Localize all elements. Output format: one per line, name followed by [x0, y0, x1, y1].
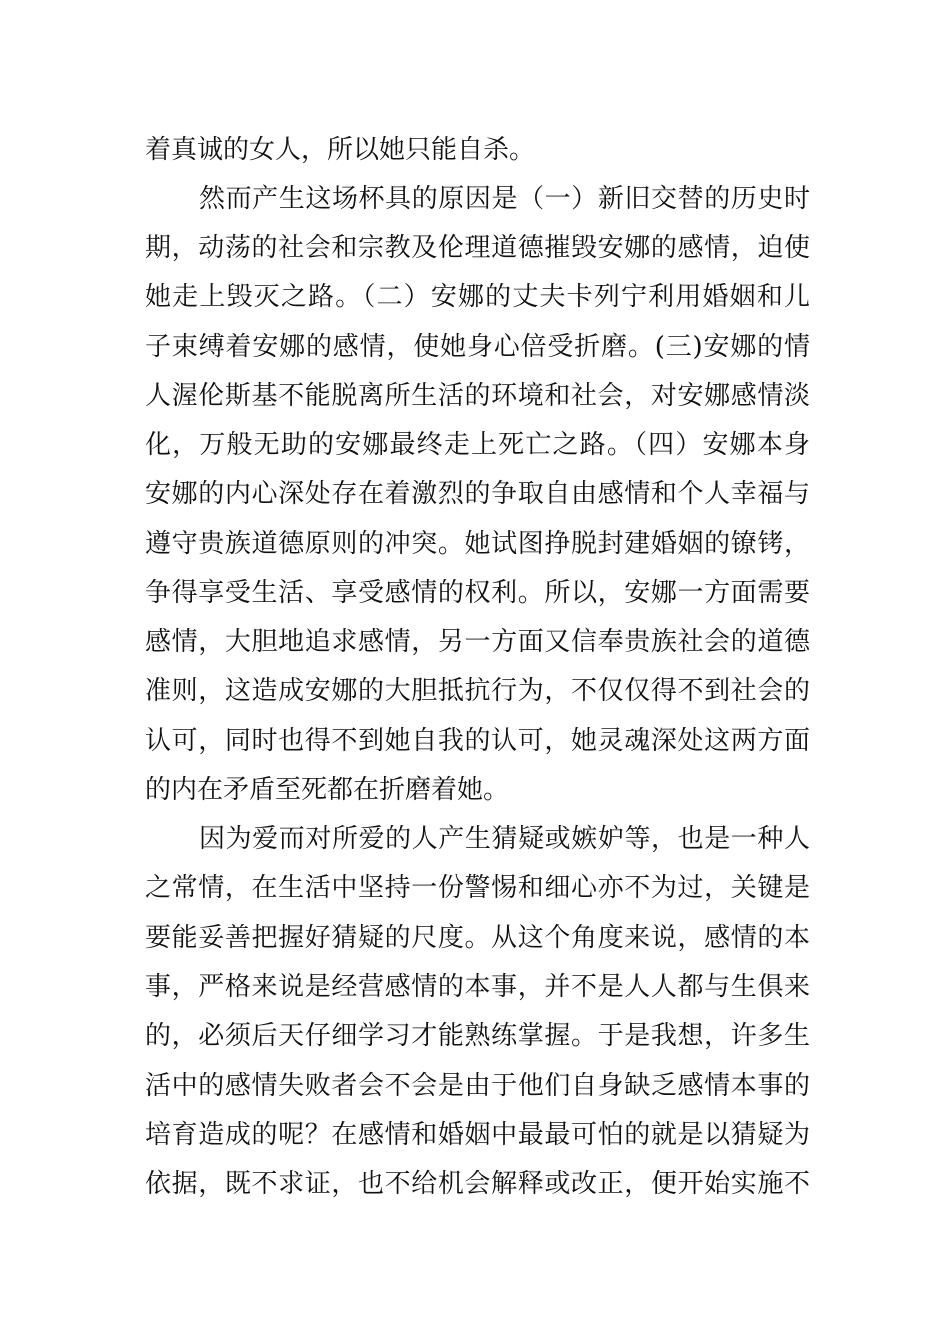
text-line: 她走上毁灭之路。（二）安娜的丈夫卡列宁利用婚姻和儿: [145, 282, 810, 312]
text-line: 之常情，在生活中坚持一份警惕和细心亦不为过，关键是: [145, 873, 810, 903]
text-line: 的，必须后天仔细学习才能熟练掌握。于是我想，许多生: [145, 1021, 810, 1051]
text-line: 事，严格来说是经营感情的本事，并不是人人都与生俱来: [145, 972, 810, 1002]
text-line: 活中的感情失败者会不会是由于他们自身缺乏感情本事的: [145, 1071, 810, 1101]
text-line: 培育造成的呢？在感情和婚姻中最最可怕的就是以猜疑为: [145, 1120, 810, 1150]
paragraph-start-line: 然而产生这场杯具的原因是（一）新旧交替的历史时: [199, 184, 810, 214]
text-line: 安娜的内心深处存在着激烈的争取自由感情和个人幸福与: [145, 479, 810, 509]
text-line: 认可，同时也得不到她自我的认可，她灵魂深处这两方面: [145, 726, 810, 756]
text-line: 着真诚的女人，所以她只能自杀。: [145, 135, 536, 165]
text-line: 子束缚着安娜的感情，使她身心倍受折磨。(三)安娜的情: [145, 332, 810, 362]
text-line: 遵守贵族道德原则的冲突。她试图挣脱封建婚姻的镣铐，: [145, 529, 810, 559]
text-line: 化，万般无助的安娜最终走上死亡之路。（四）安娜本身: [145, 430, 810, 460]
text-line: 人渥伦斯基不能脱离所生活的环境和社会，对安娜感情淡: [145, 381, 810, 411]
text-line: 的内在矛盾至死都在折磨着她。: [145, 775, 510, 805]
text-line: 期，动荡的社会和宗教及伦理道德摧毁安娜的感情，迫使: [145, 233, 810, 263]
text-line: 争得享受生活、享受感情的权利。所以，安娜一方面需要: [145, 578, 810, 608]
paragraph-start-line: 因为爱而对所爱的人产生猜疑或嫉妒等，也是一种人: [199, 824, 810, 854]
text-line: 准则，这造成安娜的大胆抵抗行为，不仅仅得不到社会的: [145, 676, 810, 706]
text-line: 感情，大胆地追求感情，另一方面又信奉贵族社会的道德: [145, 627, 810, 657]
text-line: 依据，既不求证，也不给机会解释或改正，便开始实施不: [145, 1169, 810, 1199]
text-line: 要能妥善把握好猜疑的尺度。从这个角度来说，感情的本: [145, 923, 810, 953]
